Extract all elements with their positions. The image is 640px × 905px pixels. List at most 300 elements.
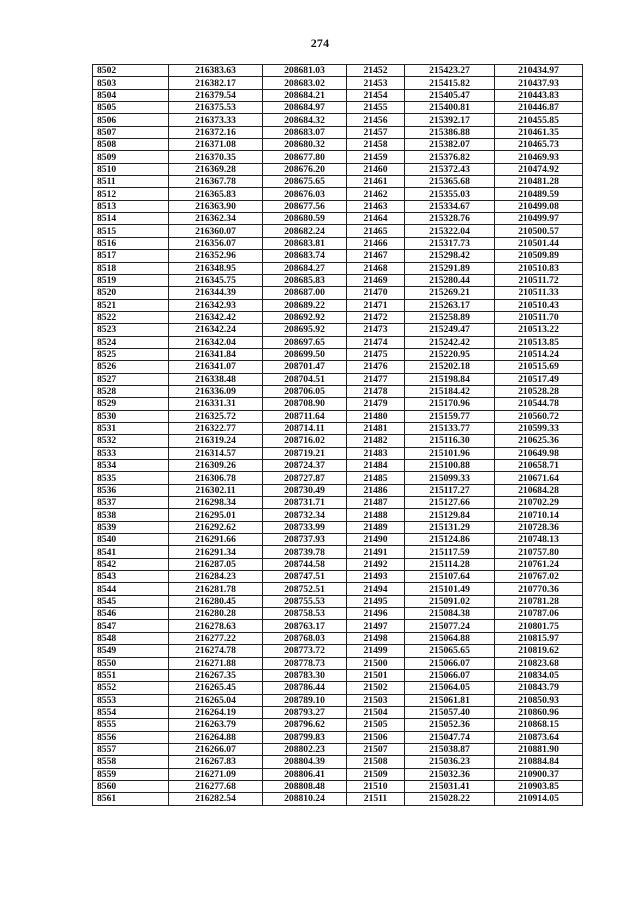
y-coordinate-cell: 210513.85 bbox=[495, 336, 583, 348]
table-row bbox=[93, 534, 583, 546]
x-coordinate-cell: 215084.38 bbox=[405, 608, 495, 620]
point-id-cell: 8508 bbox=[93, 139, 169, 151]
x-coordinate-cell: 216265.04 bbox=[169, 694, 263, 706]
y-coordinate-cell: 208687.00 bbox=[263, 287, 347, 299]
point-id-cell: 21454 bbox=[347, 89, 405, 101]
y-coordinate-cell: 210815.97 bbox=[495, 632, 583, 644]
y-coordinate-cell: 210455.85 bbox=[495, 114, 583, 126]
y-coordinate-cell: 208744.58 bbox=[263, 558, 347, 570]
point-id-cell: 8533 bbox=[93, 447, 169, 459]
point-id-cell: 21473 bbox=[347, 324, 405, 336]
point-id-cell: 21508 bbox=[347, 756, 405, 768]
point-id-cell: 21455 bbox=[347, 102, 405, 114]
y-coordinate-cell: 210900.37 bbox=[495, 768, 583, 780]
y-coordinate-cell: 208730.49 bbox=[263, 484, 347, 496]
point-id-cell: 21478 bbox=[347, 385, 405, 397]
y-coordinate-cell: 208733.99 bbox=[263, 521, 347, 533]
x-coordinate-cell: 215036.23 bbox=[405, 756, 495, 768]
x-coordinate-cell: 215184.42 bbox=[405, 385, 495, 397]
y-coordinate-cell: 210437.93 bbox=[495, 77, 583, 89]
y-coordinate-cell: 210513.22 bbox=[495, 324, 583, 336]
point-id-cell: 21494 bbox=[347, 583, 405, 595]
y-coordinate-cell: 210515.69 bbox=[495, 361, 583, 373]
y-coordinate-cell: 208684.97 bbox=[263, 102, 347, 114]
y-coordinate-cell: 210671.64 bbox=[495, 472, 583, 484]
point-id-cell: 8547 bbox=[93, 620, 169, 632]
y-coordinate-cell: 210499.08 bbox=[495, 200, 583, 212]
point-id-cell: 21469 bbox=[347, 274, 405, 286]
x-coordinate-cell: 216277.68 bbox=[169, 780, 263, 792]
point-id-cell: 8541 bbox=[93, 546, 169, 558]
x-coordinate-cell: 215100.88 bbox=[405, 460, 495, 472]
y-coordinate-cell: 210757.80 bbox=[495, 546, 583, 558]
x-coordinate-cell: 216338.48 bbox=[169, 373, 263, 385]
table-row bbox=[93, 102, 583, 114]
x-coordinate-cell: 216292.62 bbox=[169, 521, 263, 533]
x-coordinate-cell: 216265.45 bbox=[169, 682, 263, 694]
table-row bbox=[93, 435, 583, 447]
x-coordinate-cell: 216280.45 bbox=[169, 595, 263, 607]
x-coordinate-cell: 215032.36 bbox=[405, 768, 495, 780]
point-id-cell: 8512 bbox=[93, 188, 169, 200]
y-coordinate-cell: 208714.11 bbox=[263, 422, 347, 434]
x-coordinate-cell: 216342.93 bbox=[169, 299, 263, 311]
y-coordinate-cell: 208724.37 bbox=[263, 460, 347, 472]
x-coordinate-cell: 215242.42 bbox=[405, 336, 495, 348]
table-row bbox=[93, 139, 583, 151]
x-coordinate-cell: 216267.83 bbox=[169, 756, 263, 768]
point-id-cell: 8504 bbox=[93, 89, 169, 101]
point-id-cell: 8544 bbox=[93, 583, 169, 595]
table-row bbox=[93, 163, 583, 175]
table-row bbox=[93, 324, 583, 336]
x-coordinate-cell: 215405.47 bbox=[405, 89, 495, 101]
point-id-cell: 21468 bbox=[347, 262, 405, 274]
x-coordinate-cell: 216263.79 bbox=[169, 719, 263, 731]
table-row bbox=[93, 287, 583, 299]
y-coordinate-cell: 210801.75 bbox=[495, 620, 583, 632]
x-coordinate-cell: 216264.19 bbox=[169, 706, 263, 718]
point-id-cell: 8530 bbox=[93, 410, 169, 422]
point-id-cell: 8502 bbox=[93, 65, 169, 77]
y-coordinate-cell: 208778.73 bbox=[263, 657, 347, 669]
x-coordinate-cell: 215047.74 bbox=[405, 731, 495, 743]
point-id-cell: 21477 bbox=[347, 373, 405, 385]
y-coordinate-cell: 210873.64 bbox=[495, 731, 583, 743]
point-id-cell: 21471 bbox=[347, 299, 405, 311]
y-coordinate-cell: 210517.49 bbox=[495, 373, 583, 385]
point-id-cell: 8517 bbox=[93, 250, 169, 262]
y-coordinate-cell: 208681.03 bbox=[263, 65, 347, 77]
y-coordinate-cell: 208727.87 bbox=[263, 472, 347, 484]
y-coordinate-cell: 210684.28 bbox=[495, 484, 583, 496]
table-row bbox=[93, 373, 583, 385]
x-coordinate-cell: 216322.77 bbox=[169, 422, 263, 434]
point-id-cell: 8549 bbox=[93, 645, 169, 657]
point-id-cell: 8550 bbox=[93, 657, 169, 669]
y-coordinate-cell: 208758.53 bbox=[263, 608, 347, 620]
y-coordinate-cell: 210499.97 bbox=[495, 213, 583, 225]
x-coordinate-cell: 216284.23 bbox=[169, 571, 263, 583]
point-id-cell: 21506 bbox=[347, 731, 405, 743]
y-coordinate-cell: 208768.03 bbox=[263, 632, 347, 644]
point-id-cell: 8558 bbox=[93, 756, 169, 768]
y-coordinate-cell: 208796.62 bbox=[263, 719, 347, 731]
table-row bbox=[93, 311, 583, 323]
y-coordinate-cell: 208789.10 bbox=[263, 694, 347, 706]
x-coordinate-cell: 215170.96 bbox=[405, 398, 495, 410]
x-coordinate-cell: 216302.11 bbox=[169, 484, 263, 496]
y-coordinate-cell: 210834.05 bbox=[495, 669, 583, 681]
table-row bbox=[93, 361, 583, 373]
x-coordinate-cell: 215291.89 bbox=[405, 262, 495, 274]
table-row bbox=[93, 422, 583, 434]
y-coordinate-cell: 210511.70 bbox=[495, 311, 583, 323]
x-coordinate-cell: 216382.17 bbox=[169, 77, 263, 89]
point-id-cell: 21461 bbox=[347, 176, 405, 188]
x-coordinate-cell: 215127.66 bbox=[405, 497, 495, 509]
y-coordinate-cell: 210761.24 bbox=[495, 558, 583, 570]
y-coordinate-cell: 208701.47 bbox=[263, 361, 347, 373]
point-id-cell: 8503 bbox=[93, 77, 169, 89]
point-id-cell: 8552 bbox=[93, 682, 169, 694]
x-coordinate-cell: 216373.33 bbox=[169, 114, 263, 126]
table-row bbox=[93, 65, 583, 77]
x-coordinate-cell: 216369.28 bbox=[169, 163, 263, 175]
y-coordinate-cell: 208680.59 bbox=[263, 213, 347, 225]
x-coordinate-cell: 216298.34 bbox=[169, 497, 263, 509]
point-id-cell: 21462 bbox=[347, 188, 405, 200]
y-coordinate-cell: 208685.83 bbox=[263, 274, 347, 286]
x-coordinate-cell: 216314.57 bbox=[169, 447, 263, 459]
coordinates-table bbox=[92, 64, 583, 806]
table-row bbox=[93, 743, 583, 755]
x-coordinate-cell: 215258.89 bbox=[405, 311, 495, 323]
y-coordinate-cell: 208689.22 bbox=[263, 299, 347, 311]
point-id-cell: 21498 bbox=[347, 632, 405, 644]
y-coordinate-cell: 210443.83 bbox=[495, 89, 583, 101]
x-coordinate-cell: 216281.78 bbox=[169, 583, 263, 595]
table-row bbox=[93, 385, 583, 397]
table-row bbox=[93, 546, 583, 558]
y-coordinate-cell: 210511.33 bbox=[495, 287, 583, 299]
x-coordinate-cell: 215028.22 bbox=[405, 793, 495, 805]
page-number: 274 bbox=[310, 36, 330, 50]
x-coordinate-cell: 216367.78 bbox=[169, 176, 263, 188]
x-coordinate-cell: 216277.22 bbox=[169, 632, 263, 644]
point-id-cell: 21457 bbox=[347, 126, 405, 138]
y-coordinate-cell: 210465.73 bbox=[495, 139, 583, 151]
table-row bbox=[93, 410, 583, 422]
table-row bbox=[93, 225, 583, 237]
table-row bbox=[93, 262, 583, 274]
point-id-cell: 8542 bbox=[93, 558, 169, 570]
point-id-cell: 8513 bbox=[93, 200, 169, 212]
y-coordinate-cell: 210658.71 bbox=[495, 460, 583, 472]
y-coordinate-cell: 208716.02 bbox=[263, 435, 347, 447]
x-coordinate-cell: 216266.07 bbox=[169, 743, 263, 755]
x-coordinate-cell: 216341.84 bbox=[169, 348, 263, 360]
point-id-cell: 21507 bbox=[347, 743, 405, 755]
x-coordinate-cell: 216344.39 bbox=[169, 287, 263, 299]
x-coordinate-cell: 215101.49 bbox=[405, 583, 495, 595]
x-coordinate-cell: 216274.78 bbox=[169, 645, 263, 657]
x-coordinate-cell: 216271.88 bbox=[169, 657, 263, 669]
table-row bbox=[93, 756, 583, 768]
point-id-cell: 8545 bbox=[93, 595, 169, 607]
y-coordinate-cell: 208676.03 bbox=[263, 188, 347, 200]
x-coordinate-cell: 215099.33 bbox=[405, 472, 495, 484]
point-id-cell: 8507 bbox=[93, 126, 169, 138]
x-coordinate-cell: 216345.75 bbox=[169, 274, 263, 286]
x-coordinate-cell: 215066.07 bbox=[405, 657, 495, 669]
x-coordinate-cell: 215038.87 bbox=[405, 743, 495, 755]
point-id-cell: 8532 bbox=[93, 435, 169, 447]
point-id-cell: 8515 bbox=[93, 225, 169, 237]
x-coordinate-cell: 215382.07 bbox=[405, 139, 495, 151]
y-coordinate-cell: 208683.74 bbox=[263, 250, 347, 262]
table-row bbox=[93, 583, 583, 595]
point-id-cell: 21460 bbox=[347, 163, 405, 175]
point-id-cell: 8527 bbox=[93, 373, 169, 385]
point-id-cell: 21467 bbox=[347, 250, 405, 262]
x-coordinate-cell: 215334.67 bbox=[405, 200, 495, 212]
table-row bbox=[93, 447, 583, 459]
point-id-cell: 8553 bbox=[93, 694, 169, 706]
point-id-cell: 21491 bbox=[347, 546, 405, 558]
x-coordinate-cell: 216267.35 bbox=[169, 669, 263, 681]
y-coordinate-cell: 210599.33 bbox=[495, 422, 583, 434]
point-id-cell: 8555 bbox=[93, 719, 169, 731]
x-coordinate-cell: 215317.73 bbox=[405, 237, 495, 249]
point-id-cell: 8516 bbox=[93, 237, 169, 249]
point-id-cell: 8548 bbox=[93, 632, 169, 644]
y-coordinate-cell: 208793.27 bbox=[263, 706, 347, 718]
y-coordinate-cell: 208683.07 bbox=[263, 126, 347, 138]
y-coordinate-cell: 210702.29 bbox=[495, 497, 583, 509]
x-coordinate-cell: 215386.88 bbox=[405, 126, 495, 138]
x-coordinate-cell: 215249.47 bbox=[405, 324, 495, 336]
point-id-cell: 21501 bbox=[347, 669, 405, 681]
x-coordinate-cell: 216331.31 bbox=[169, 398, 263, 410]
table-row bbox=[93, 472, 583, 484]
x-coordinate-cell: 216352.96 bbox=[169, 250, 263, 262]
point-id-cell: 21479 bbox=[347, 398, 405, 410]
y-coordinate-cell: 210868.15 bbox=[495, 719, 583, 731]
table-row bbox=[93, 780, 583, 792]
y-coordinate-cell: 210770.36 bbox=[495, 583, 583, 595]
point-id-cell: 8559 bbox=[93, 768, 169, 780]
point-id-cell: 8528 bbox=[93, 385, 169, 397]
point-id-cell: 21487 bbox=[347, 497, 405, 509]
x-coordinate-cell: 215372.43 bbox=[405, 163, 495, 175]
y-coordinate-cell: 208810.24 bbox=[263, 793, 347, 805]
y-coordinate-cell: 210514.24 bbox=[495, 348, 583, 360]
y-coordinate-cell: 208684.32 bbox=[263, 114, 347, 126]
point-id-cell: 21511 bbox=[347, 793, 405, 805]
y-coordinate-cell: 208808.48 bbox=[263, 780, 347, 792]
y-coordinate-cell: 208711.64 bbox=[263, 410, 347, 422]
point-id-cell: 8509 bbox=[93, 151, 169, 163]
y-coordinate-cell: 210843.79 bbox=[495, 682, 583, 694]
point-id-cell: 8557 bbox=[93, 743, 169, 755]
point-id-cell: 21493 bbox=[347, 571, 405, 583]
point-id-cell: 21486 bbox=[347, 484, 405, 496]
point-id-cell: 21482 bbox=[347, 435, 405, 447]
table-row bbox=[93, 484, 583, 496]
y-coordinate-cell: 208719.21 bbox=[263, 447, 347, 459]
x-coordinate-cell: 216348.95 bbox=[169, 262, 263, 274]
x-coordinate-cell: 215052.36 bbox=[405, 719, 495, 731]
point-id-cell: 21484 bbox=[347, 460, 405, 472]
point-id-cell: 8510 bbox=[93, 163, 169, 175]
y-coordinate-cell: 210528.28 bbox=[495, 385, 583, 397]
x-coordinate-cell: 216363.90 bbox=[169, 200, 263, 212]
x-coordinate-cell: 216309.26 bbox=[169, 460, 263, 472]
y-coordinate-cell: 208708.90 bbox=[263, 398, 347, 410]
x-coordinate-cell: 216365.83 bbox=[169, 188, 263, 200]
table-row bbox=[93, 768, 583, 780]
y-coordinate-cell: 208804.39 bbox=[263, 756, 347, 768]
point-id-cell: 21509 bbox=[347, 768, 405, 780]
x-coordinate-cell: 215269.21 bbox=[405, 287, 495, 299]
point-id-cell: 21483 bbox=[347, 447, 405, 459]
y-coordinate-cell: 210767.02 bbox=[495, 571, 583, 583]
y-coordinate-cell: 208806.41 bbox=[263, 768, 347, 780]
x-coordinate-cell: 216291.34 bbox=[169, 546, 263, 558]
point-id-cell: 8536 bbox=[93, 484, 169, 496]
x-coordinate-cell: 215202.18 bbox=[405, 361, 495, 373]
x-coordinate-cell: 215328.76 bbox=[405, 213, 495, 225]
x-coordinate-cell: 216282.54 bbox=[169, 793, 263, 805]
table-row bbox=[93, 176, 583, 188]
x-coordinate-cell: 216306.78 bbox=[169, 472, 263, 484]
table-row bbox=[93, 126, 583, 138]
x-coordinate-cell: 216383.63 bbox=[169, 65, 263, 77]
table-row bbox=[93, 274, 583, 286]
x-coordinate-cell: 216375.53 bbox=[169, 102, 263, 114]
x-coordinate-cell: 215131.29 bbox=[405, 521, 495, 533]
y-coordinate-cell: 210787.06 bbox=[495, 608, 583, 620]
y-coordinate-cell: 210511.72 bbox=[495, 274, 583, 286]
point-id-cell: 8526 bbox=[93, 361, 169, 373]
point-id-cell: 8521 bbox=[93, 299, 169, 311]
point-id-cell: 21497 bbox=[347, 620, 405, 632]
y-coordinate-cell: 208752.51 bbox=[263, 583, 347, 595]
y-coordinate-cell: 210823.68 bbox=[495, 657, 583, 669]
table-row bbox=[93, 645, 583, 657]
x-coordinate-cell: 215065.65 bbox=[405, 645, 495, 657]
y-coordinate-cell: 208676.20 bbox=[263, 163, 347, 175]
point-id-cell: 21459 bbox=[347, 151, 405, 163]
point-id-cell: 8556 bbox=[93, 731, 169, 743]
x-coordinate-cell: 215133.77 bbox=[405, 422, 495, 434]
y-coordinate-cell: 210469.93 bbox=[495, 151, 583, 163]
x-coordinate-cell: 215031.41 bbox=[405, 780, 495, 792]
x-coordinate-cell: 216342.42 bbox=[169, 311, 263, 323]
y-coordinate-cell: 210649.98 bbox=[495, 447, 583, 459]
y-coordinate-cell: 208739.78 bbox=[263, 546, 347, 558]
point-id-cell: 8539 bbox=[93, 521, 169, 533]
table-row bbox=[93, 669, 583, 681]
x-coordinate-cell: 215129.84 bbox=[405, 509, 495, 521]
point-id-cell: 8551 bbox=[93, 669, 169, 681]
y-coordinate-cell: 208737.93 bbox=[263, 534, 347, 546]
point-id-cell: 8529 bbox=[93, 398, 169, 410]
point-id-cell: 8522 bbox=[93, 311, 169, 323]
table-row bbox=[93, 706, 583, 718]
x-coordinate-cell: 215198.84 bbox=[405, 373, 495, 385]
x-coordinate-cell: 216287.05 bbox=[169, 558, 263, 570]
y-coordinate-cell: 208755.53 bbox=[263, 595, 347, 607]
y-coordinate-cell: 208802.23 bbox=[263, 743, 347, 755]
x-coordinate-cell: 216372.16 bbox=[169, 126, 263, 138]
y-coordinate-cell: 208695.92 bbox=[263, 324, 347, 336]
table-row bbox=[93, 558, 583, 570]
y-coordinate-cell: 208704.51 bbox=[263, 373, 347, 385]
point-id-cell: 21488 bbox=[347, 509, 405, 521]
x-coordinate-cell: 216356.07 bbox=[169, 237, 263, 249]
y-coordinate-cell: 208731.71 bbox=[263, 497, 347, 509]
x-coordinate-cell: 216291.66 bbox=[169, 534, 263, 546]
y-coordinate-cell: 210710.14 bbox=[495, 509, 583, 521]
y-coordinate-cell: 208683.81 bbox=[263, 237, 347, 249]
table-row bbox=[93, 188, 583, 200]
y-coordinate-cell: 208699.50 bbox=[263, 348, 347, 360]
point-id-cell: 21499 bbox=[347, 645, 405, 657]
point-id-cell: 8531 bbox=[93, 422, 169, 434]
point-id-cell: 21492 bbox=[347, 558, 405, 570]
table-row bbox=[93, 571, 583, 583]
point-id-cell: 21452 bbox=[347, 65, 405, 77]
x-coordinate-cell: 215423.27 bbox=[405, 65, 495, 77]
table-row bbox=[93, 89, 583, 101]
y-coordinate-cell: 208706.05 bbox=[263, 385, 347, 397]
point-id-cell: 8561 bbox=[93, 793, 169, 805]
table-row bbox=[93, 719, 583, 731]
y-coordinate-cell: 210728.36 bbox=[495, 521, 583, 533]
y-coordinate-cell: 208783.30 bbox=[263, 669, 347, 681]
point-id-cell: 8538 bbox=[93, 509, 169, 521]
point-id-cell: 21464 bbox=[347, 213, 405, 225]
y-coordinate-cell: 210748.13 bbox=[495, 534, 583, 546]
table-row bbox=[93, 348, 583, 360]
y-coordinate-cell: 208692.92 bbox=[263, 311, 347, 323]
point-id-cell: 21458 bbox=[347, 139, 405, 151]
x-coordinate-cell: 215066.07 bbox=[405, 669, 495, 681]
y-coordinate-cell: 210500.57 bbox=[495, 225, 583, 237]
table-row bbox=[93, 731, 583, 743]
table-row bbox=[93, 213, 583, 225]
x-coordinate-cell: 215400.81 bbox=[405, 102, 495, 114]
x-coordinate-cell: 216379.54 bbox=[169, 89, 263, 101]
x-coordinate-cell: 216342.24 bbox=[169, 324, 263, 336]
y-coordinate-cell: 210434.97 bbox=[495, 65, 583, 77]
x-coordinate-cell: 215077.24 bbox=[405, 620, 495, 632]
y-coordinate-cell: 208763.17 bbox=[263, 620, 347, 632]
table-row bbox=[93, 657, 583, 669]
y-coordinate-cell: 210850.93 bbox=[495, 694, 583, 706]
point-id-cell: 21472 bbox=[347, 311, 405, 323]
y-coordinate-cell: 208683.02 bbox=[263, 77, 347, 89]
table-row bbox=[93, 398, 583, 410]
y-coordinate-cell: 210860.96 bbox=[495, 706, 583, 718]
table-row bbox=[93, 497, 583, 509]
point-id-cell: 21453 bbox=[347, 77, 405, 89]
point-id-cell: 8525 bbox=[93, 348, 169, 360]
y-coordinate-cell: 210474.92 bbox=[495, 163, 583, 175]
x-coordinate-cell: 215415.82 bbox=[405, 77, 495, 89]
